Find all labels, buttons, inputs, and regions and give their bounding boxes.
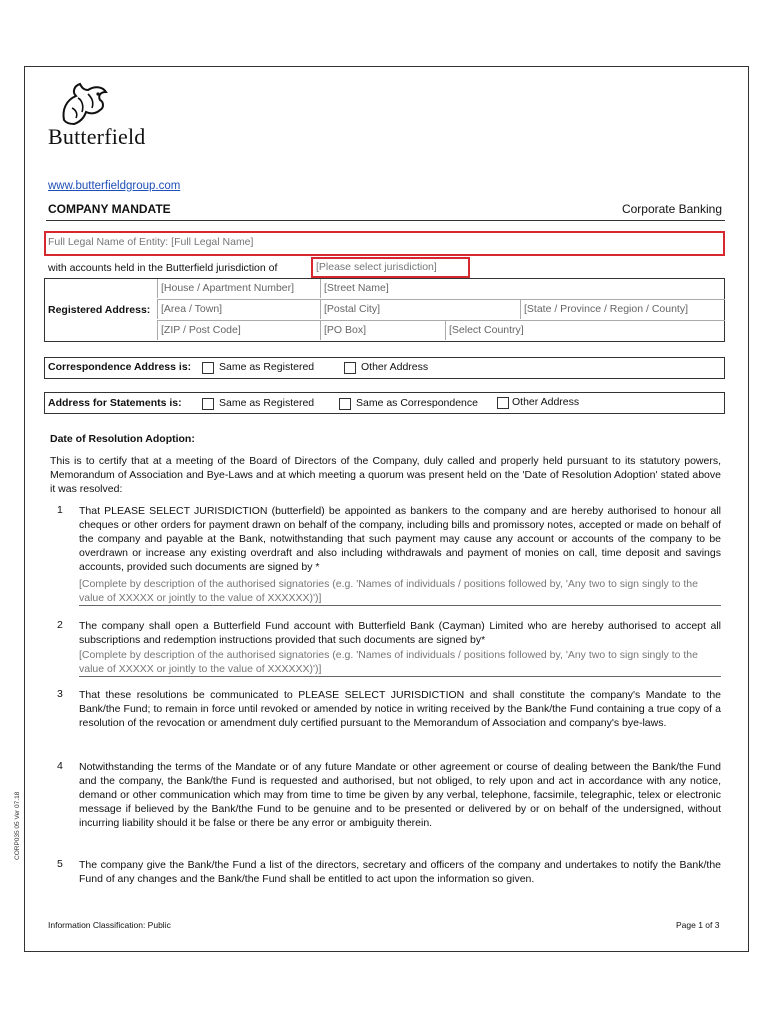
signatories-note-field[interactable]: [Complete by description of the authorised signatories (e.g. 'Names of individuals / positions followed by, 'Any two to sign singly to the value of XXXXX or jointly to the value of XXXXXX)')] xyxy=(79,578,698,604)
corr-other-checkbox[interactable] xyxy=(344,362,356,374)
item-number: 4 xyxy=(57,760,63,772)
stmt-other-checkbox[interactable] xyxy=(497,397,509,409)
state-field[interactable]: [State / Province / Region / County] xyxy=(520,300,724,319)
stmt-same-checkbox[interactable] xyxy=(202,398,214,410)
stmt-corr-label: Same as Correspondence xyxy=(356,397,478,409)
item-number: 2 xyxy=(57,619,63,631)
department-label: Corporate Banking xyxy=(621,202,722,216)
area-field[interactable]: [Area / Town] xyxy=(157,300,320,319)
resolution-item-text: The company shall open a Butterfield Fund account with Butterfield Bank (Cayman) Limited who are hereby authorised to accept all subscriptions and redemption instructions provided that such documents are signed by* xyxy=(79,620,721,646)
form-code: CORP035 05 Ver 07.18 xyxy=(14,791,21,860)
resolution-date-label: Date of Resolution Adoption: xyxy=(50,433,195,445)
resolution-item-text: That these resolutions be communicated to PLEASE SELECT JURISDICTION and shall constitute the company's Mandate to the Bank/the Fund; to remain in force until revoked or amended by notice in writing received by the Bank/the Fund containing a true copy of a resolution of the revocation or amendment duly certified pursuant to the Memorandum of Association and company's bye-laws. xyxy=(79,689,721,729)
item-number: 5 xyxy=(57,858,63,870)
note-underline xyxy=(79,676,721,677)
brand-name: Butterfield xyxy=(48,124,146,149)
classification-label: Information Classification: Public xyxy=(48,920,171,930)
resolution-item-text: That PLEASE SELECT JURISDICTION (butterfield) be appointed as bankers to the company and are hereby authorised to honour all cheques or other orders for payment drawn on behalf of the company, including bills and promissory notes, accepted or made on behalf of the company and payable at the Bank, notwithstanding that such payment may cause any account or accounts of the company to be overdrawn or increase any existing overdraft and also including withdrawals and payment of monies on call, time deposit and savings accounts, provided such documents are signed by * xyxy=(79,505,721,573)
item-number: 3 xyxy=(57,688,63,700)
resolution-item-text: Notwithstanding the terms of the Mandate or of any future Mandate or other agreement or course of dealing between the Bank/the Fund and the company, the Bank/the Fund is requested and authorised, but not obliged, to rely upon and act in accordance with any notice, demand or other communication which may from time to time be given by any verbal, telephone, facsimile, telegraphic, telex or electronic message if believed by the Bank/the Fund to be genuine and to be presented or delivered by or on behalf of the undersigned, without incurring liability should it be false or there be any error or ambiguity therein. xyxy=(79,761,721,829)
statements-label: Address for Statements is: xyxy=(48,397,182,409)
griffin-logo-icon xyxy=(54,80,110,126)
registered-address-label: Registered Address: xyxy=(48,304,151,316)
legal-name-text xyxy=(48,236,253,248)
country-select[interactable]: [Select Country] xyxy=(445,321,724,340)
legal-name-placeholder: [Full Legal Name] xyxy=(171,236,254,248)
note-underline xyxy=(79,605,721,606)
website-link[interactable]: www.butterfieldgroup.com xyxy=(48,180,181,192)
resolution-intro: This is to certify that at a meeting of the Board of Directors of the Company, duly called and properly held pursuant to its statutory powers, Memorandum of Association and Bye-Laws and at which meeting a quorum was present held on the 'Date of Resolution Adoption' stated above it was resolved: xyxy=(50,455,721,495)
stmt-corr-checkbox[interactable] xyxy=(339,398,351,410)
document-title: COMPANY MANDATE xyxy=(48,202,171,216)
signatories-note-field[interactable]: [Complete by description of the authorised signatories (e.g. 'Names of individuals / positions followed by, 'Any two to sign singly to the value of XXXXX or jointly to the value of XXXXXX)')] xyxy=(79,649,698,675)
page-number: Page 1 of 3 xyxy=(676,920,720,930)
corr-same-checkbox[interactable] xyxy=(202,362,214,374)
jurisdiction-placeholder: [Please select jurisdiction] xyxy=(316,261,437,273)
street-field[interactable]: [Street Name] xyxy=(320,279,520,298)
correspondence-label: Correspondence Address is: xyxy=(48,361,192,373)
jurisdiction-label: with accounts held in the Butterfield jurisdiction of xyxy=(48,262,278,274)
zip-field[interactable]: [ZIP / Post Code] xyxy=(157,321,320,340)
stmt-other-label: Other Address xyxy=(512,396,580,408)
house-field[interactable]: [House / Apartment Number] xyxy=(157,279,320,298)
stmt-same-label: Same as Registered xyxy=(219,397,315,409)
postal-city-field[interactable]: [Postal City] xyxy=(320,300,520,319)
resolution-item-text: The company give the Bank/the Fund a list of the directors, secretary and officers of the company and undertakes to notify the Bank/the Fund of any changes and the Bank/the Fund shall be entitled to act upon the information so given. xyxy=(79,859,721,885)
po-box-field[interactable]: [PO Box] xyxy=(320,321,445,340)
legal-name-label: Full Legal Name of Entity: xyxy=(48,236,169,248)
item-number: 1 xyxy=(57,504,63,516)
corr-other-label: Other Address xyxy=(361,361,429,373)
corr-same-label: Same as Registered xyxy=(219,361,315,373)
